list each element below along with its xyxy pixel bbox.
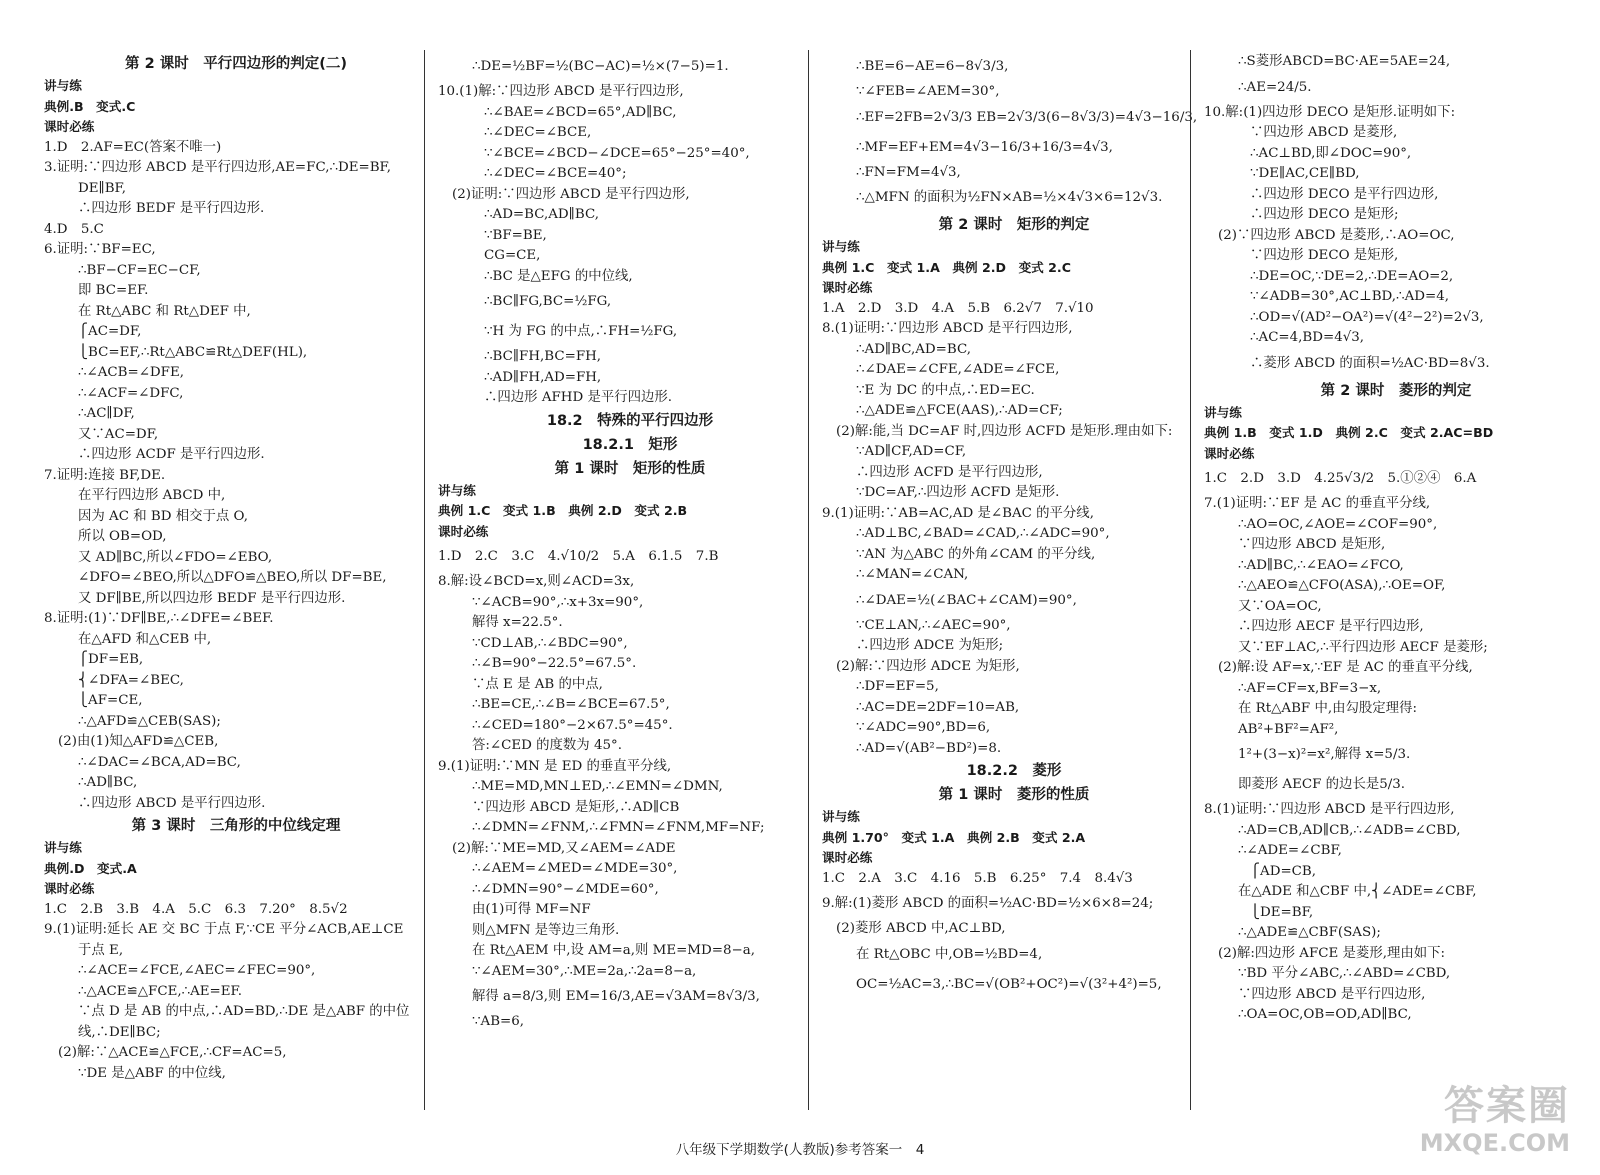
- answer-line: ∵四边形 DECO 是矩形,: [1250, 248, 1399, 263]
- answer-line: OC=½AC=3,∴BC=√(OB²+OC²)=√(3²+4²)=5,: [856, 976, 1162, 992]
- watermark-logo: [1370, 1083, 1570, 1161]
- section-heading: 18.2.2 菱形: [966, 763, 1062, 779]
- answer-line: ∴AC⊥BD,即∠DOC=90°,: [1250, 145, 1412, 161]
- answer-line: ∴AD∥BC,: [78, 775, 138, 790]
- answer-line: ∴AD=BC,AD∥BC,: [484, 207, 599, 222]
- answer-line: ∴△ACE≌△FCE,∴AE=EF.: [78, 983, 243, 999]
- answer-line: ∴BE=6−AE=6−8√3/3,: [856, 59, 1009, 74]
- answer-line: ∵∠ADB=30°,AC⊥BD,∴AD=4,: [1250, 289, 1449, 304]
- answer-line: (2)解:四边形 AFCE 是菱形,理由如下:: [1218, 945, 1446, 961]
- answer-line: ⎧AD=CB,: [1250, 863, 1317, 879]
- answer-line: 10.解:(1)四边形 DECO 是矩形.证明如下:: [1204, 104, 1456, 120]
- answer-line: ∵四边形 ABCD 是菱形,: [1250, 125, 1398, 140]
- answer-line: ∴∠ACE=∠FCE,∠AEC=∠FEC=90°,: [78, 963, 316, 978]
- answer-line: 9.(1)证明:延长 AE 交 BC 于点 F,∵CE 平分∠ACB,AE⊥CE: [44, 922, 404, 937]
- answer-line: 8.解:设∠BCD=x,则∠ACD=3x,: [438, 574, 635, 589]
- answer-line: ∴DE=½BF=½(BC−AC)=½×(7−5)=1.: [472, 59, 729, 74]
- answer-line: 典例 1.B 变式 1.D 典例 2.C 变式 2.AC=BD: [1204, 425, 1494, 440]
- answer-line: 讲与练: [438, 482, 476, 498]
- answer-line: ∴AC∥DF,: [78, 406, 135, 421]
- answer-line: 课时必练: [822, 280, 873, 295]
- answer-line: ∵CD⊥AB,∴∠BDC=90°,: [472, 635, 628, 651]
- section-heading: 第 2 课时 菱形的判定: [1320, 382, 1472, 399]
- answer-line: 典例.B 变式.C: [44, 98, 136, 114]
- answer-line: 7.证明:连接 BF,DE.: [44, 467, 166, 483]
- answer-line: ∵四边形 ABCD 是平行四边形,: [1238, 986, 1426, 1002]
- answer-line: ∵∠ADC=90°,BD=6,: [856, 720, 991, 735]
- section-heading: 18.2.1 矩形: [582, 436, 678, 453]
- answer-line: ∴EF=2FB=2√3/3 EB=2√3/3(6−8√3/3)=4√3−16/3,: [856, 109, 1198, 125]
- answer-line: 又∵EF⊥AC,∴平行四边形 AECF 是菱形;: [1238, 639, 1488, 655]
- answer-line: 讲与练: [822, 239, 860, 254]
- answer-line: ∵∠AEM=30°,∴ME=2a,∴2a=8−a,: [472, 963, 697, 979]
- answer-line: 课时必练: [44, 881, 95, 896]
- answer-line: 即 BC=EF.: [78, 283, 149, 298]
- answer-line: ∴△ADE≌△CBF(SAS);: [1238, 925, 1381, 940]
- answer-line: 在 Rt△OBC 中,OB=½BD=4,: [856, 946, 1043, 962]
- answer-line: ⎩AF=CE,: [78, 693, 143, 708]
- answer-line: ∴四边形 AECF 是平行四边形,: [1238, 619, 1424, 634]
- answer-line: ∴AC=4,BD=4√3,: [1250, 330, 1365, 345]
- answer-line: ∴四边形 ACFD 是平行四边形,: [856, 464, 1043, 480]
- answer-line: ∴△ADE≌△FCE(AAS),∴AD=CF;: [856, 403, 1063, 418]
- answer-line: ∵CE⊥AN,∴∠AEC=90°,: [856, 617, 1011, 633]
- answer-line: ∵H 为 FG 的中点,∴FH=½FG,: [484, 324, 678, 339]
- answer-line: ∴△AEO≌△CFO(ASA),∴OE=OF,: [1238, 578, 1446, 593]
- answer-line: ∴∠DAE=½(∠BAC+∠CAM)=90°,: [856, 592, 1077, 608]
- answer-line: 课时必练: [438, 523, 489, 539]
- answer-line: 于点 E,: [78, 942, 124, 958]
- answer-line: ∴BC 是△EFG 的中位线,: [484, 268, 633, 284]
- answer-line: ∵AN 为△ABC 的外角∠CAM 的平分线,: [856, 546, 1096, 562]
- answer-line: (2)解:设 AF=x,∵EF 是 AC 的垂直平分线,: [1218, 660, 1473, 675]
- answer-line: ∵BD 平分∠ABC,∴∠ABD=∠CBD,: [1238, 966, 1451, 981]
- answer-line: ∴∠DAC=∠BCA,AD=BC,: [78, 754, 241, 770]
- answer-line: 解得 x=22.5°.: [472, 615, 563, 630]
- answer-line: ∴∠B=90°−22.5°=67.5°.: [472, 656, 637, 671]
- answer-line: 8.(1)证明:∵四边形 ABCD 是平行四边形,: [822, 321, 1073, 336]
- answer-line: 典例 1.C 变式 1.A 典例 2.D 变式 2.C: [822, 259, 1071, 275]
- answer-line: ∴DF=EF=5,: [856, 679, 939, 694]
- column-divider: [808, 50, 809, 1110]
- answer-line: ∴∠DMN=90°−∠MDE=60°,: [472, 881, 659, 897]
- answer-line: 1.D 2.C 3.C 4.√10/2 5.A 6.1.5 7.B: [438, 549, 719, 564]
- answer-line: ∴四边形 DECO 是平行四边形,: [1250, 186, 1439, 202]
- answer-line: 1²+(3−x)²=x²,解得 x=5/3.: [1238, 747, 1411, 762]
- answer-line: ∴AD=CB,AD∥CB,∴∠ADB=∠CBD,: [1238, 822, 1461, 838]
- answer-line: CG=CE,: [484, 248, 541, 263]
- column-3: [822, 52, 1206, 1132]
- answer-line: ∴△MFN 的面积为½FN×AB=½×4√3×6=12√3.: [856, 190, 1163, 205]
- answer-line: AB²+BF²=AF²,: [1238, 721, 1339, 737]
- column-1: [44, 52, 428, 1132]
- answer-line: ∵BF=BE,: [484, 227, 547, 243]
- answer-line: ∴∠BAE=∠BCD=65°,AD∥BC,: [484, 104, 677, 120]
- answer-line: ∴四边形 ACDF 是平行四边形.: [78, 447, 265, 462]
- answer-line: ∴∠ACF=∠DFC,: [78, 385, 184, 401]
- watermark-url: MXQE.COM: [1419, 1129, 1570, 1157]
- answer-line: 又 DF∥BE,所以四边形 BEDF 是平行四边形.: [78, 590, 346, 606]
- answer-line: ∴AD∥FH,AD=FH,: [484, 369, 602, 385]
- answer-line: ∴AD∥BC,AD=BC,: [856, 341, 971, 357]
- answer-line: ∴AO=OC,∠AOE=∠COF=90°,: [1238, 516, 1438, 532]
- section-heading: 第 3 课时 三角形的中位线定理: [131, 818, 341, 834]
- answer-line: ⎩BC=EF,∴Rt△ABC≌Rt△DEF(HL),: [78, 344, 308, 360]
- answer-line: ∴BC∥FG,BC=½FG,: [484, 294, 612, 309]
- answer-line: ∵点 E 是 AB 的中点,: [472, 676, 603, 692]
- watermark-title: 答案圈: [1444, 1083, 1570, 1129]
- answer-line: 1.D 2.AF=EC(答案不唯一): [44, 139, 222, 155]
- answer-line: ∵∠ACB=90°,∴x+3x=90°,: [472, 594, 644, 610]
- answer-line: ∴∠CED=180°−2×67.5°=45°.: [472, 717, 673, 733]
- answer-line: ∴S菱形ABCD=BC·AE=5AE=24,: [1238, 54, 1451, 69]
- answer-line: ∵点 D 是 AB 的中点,∴AD=BD,∴DE 是△ABF 的中位: [78, 1004, 410, 1019]
- answer-line: 1.C 2.B 3.B 4.A 5.C 6.3 7.20° 8.5√2: [44, 901, 348, 917]
- answer-line: ⎩DE=BF,: [1250, 904, 1314, 920]
- answer-line: ∴∠MAN=∠CAN,: [856, 567, 969, 582]
- answer-line: 8.证明:(1)∵DF∥BE,∴∠DFE=∠BEF.: [44, 611, 274, 626]
- answer-line: 因为 AC 和 BD 相交于点 O,: [78, 508, 248, 524]
- answer-line: 课时必练: [44, 119, 95, 134]
- answer-line: ∴OD=√(AD²−OA²)=√(4²−2²)=2√3,: [1250, 309, 1484, 325]
- answer-line: 又∵OA=OC,: [1238, 598, 1322, 614]
- answer-line: 线,∴DE∥BC;: [78, 1024, 161, 1040]
- column-4: [1204, 52, 1588, 1132]
- answer-line: 即菱形 AECF 的边长是5/3.: [1238, 777, 1406, 792]
- answer-line: ∴ME=MD,MN⊥ED,∴∠EMN=∠DMN,: [472, 779, 723, 794]
- answer-line: 所以 OB=OD,: [78, 529, 167, 544]
- answer-line: 4.D 5.C: [44, 221, 104, 237]
- answer-line: 在△ADE 和△CBF 中,⎨∠ADE=∠CBF,: [1238, 884, 1477, 899]
- section-heading: 第 1 课时 菱形的性质: [938, 787, 1090, 803]
- answer-line: (2)由(1)知△AFD≌△CEB,: [58, 734, 219, 749]
- answer-line: ∴AC=DE=2DF=10=AB,: [856, 699, 1020, 715]
- answer-line: ∴AF=CF=x,BF=3−x,: [1238, 680, 1382, 696]
- answer-line: ∴菱形 ABCD 的面积=½AC·BD=8√3.: [1250, 355, 1490, 371]
- answer-line: 答:∠CED 的度数为 45°.: [472, 738, 622, 753]
- answer-line: (2)解:∵△ACE≌△FCE,∴CF=AC=5,: [58, 1045, 287, 1060]
- answer-line: ∵四边形 ABCD 是矩形,∴AD∥CB: [472, 799, 680, 815]
- answer-line: ∴AD=√(AB²−BD²)=8.: [856, 740, 1002, 756]
- column-divider: [424, 50, 425, 1110]
- answer-line: 又∵AC=DF,: [78, 426, 159, 442]
- answer-line: ⎧AC=DF,: [78, 324, 142, 339]
- section-heading: 第 2 课时 平行四边形的判定(二): [125, 56, 347, 72]
- answer-line: ∴四边形 ADCE 为矩形;: [856, 638, 1004, 653]
- answer-line: 1.C 2.A 3.C 4.16 5.B 6.25° 7.4 8.4√3: [822, 870, 1133, 886]
- answer-line: ∴四边形 DECO 是矩形;: [1250, 207, 1399, 222]
- answer-line: 典例.D 变式.A: [44, 860, 137, 876]
- column-divider: [1190, 50, 1191, 1110]
- answer-line: ∴BC∥FH,BC=FH,: [484, 349, 602, 364]
- answer-line: (2)解:∵ME=MD,又∠AEM=∠ADE: [452, 840, 676, 856]
- answer-line: ∴FN=FM=4√3,: [856, 164, 961, 180]
- answer-line: ∴AD∥BC,∴∠EAO=∠FCO,: [1238, 557, 1404, 573]
- answer-line: ∴AE=24/5.: [1238, 79, 1312, 95]
- answer-line: ⎨∠DFA=∠BEC,: [78, 672, 184, 688]
- answer-line: ∴∠ACB=∠DFE,: [78, 365, 184, 380]
- answer-line: ∴DE=OC,∵DE=2,∴DE=AO=2,: [1250, 268, 1454, 284]
- answer-line: ∴∠DAE=∠CFE,∠ADE=∠FCE,: [856, 362, 1060, 377]
- answer-line: ∵∠FEB=∠AEM=30°,: [856, 84, 1000, 99]
- column-2: [438, 52, 822, 1132]
- answer-line: 在△AFD 和△CEB 中,: [78, 631, 212, 647]
- answer-line: ∴BF−CF=EC−CF,: [78, 262, 201, 278]
- answer-line: 解得 a=8/3,则 EM=16/3,AE=√3AM=8√3/3,: [472, 989, 760, 1004]
- answer-line: 讲与练: [44, 78, 82, 93]
- answer-line: ∴四边形 BEDF 是平行四边形.: [78, 201, 265, 216]
- answer-line: ∴四边形 ABCD 是平行四边形.: [78, 795, 266, 811]
- answer-line: 课时必练: [822, 850, 873, 865]
- answer-line: 由(1)可得 MF=NF: [472, 902, 591, 917]
- answer-line: ∵DE∥AC,CE∥BD,: [1250, 166, 1360, 181]
- answer-line: ∴四边形 AFHD 是平行四边形.: [484, 390, 673, 405]
- answer-line: ∵E 为 DC 的中点,∴ED=EC.: [856, 382, 1035, 398]
- answer-line: 1.C 2.D 3.D 4.25√3/2 5.①②④ 6.A: [1204, 471, 1477, 486]
- answer-line: 1.A 2.D 3.D 4.A 5.B 6.2√7 7.√10: [822, 300, 1094, 316]
- answer-line: 又 AD∥BC,所以∠FDO=∠EBO,: [78, 549, 273, 565]
- answer-line: ∴MF=EF+EM=4√3−16/3+16/3=4√3,: [856, 139, 1113, 155]
- answer-line: ⎧DF=EB,: [78, 652, 144, 667]
- answer-line: 典例 1.70° 变式 1.A 典例 2.B 变式 2.A: [822, 829, 1086, 845]
- answer-line: ∵DC=AF,∴四边形 ACFD 是矩形.: [856, 485, 1060, 500]
- answer-line: (2)解:能,当 DC=AF 时,四边形 ACFD 是矩形.理由如下:: [836, 423, 1173, 439]
- answer-line: 在 Rt△AEM 中,设 AM=a,则 ME=MD=8−a,: [472, 943, 755, 958]
- answer-line: ∴∠ADE=∠CBF,: [1238, 843, 1342, 858]
- answer-line: ∵AD∥CF,AD=CF,: [856, 444, 967, 459]
- answer-line: ∴∠DEC=∠BCE,: [484, 125, 592, 140]
- answer-line: (2)菱形 ABCD 中,AC⊥BD,: [836, 921, 1006, 936]
- answer-line: ∴∠AEM=∠MED=∠MDE=30°,: [472, 861, 678, 876]
- answer-line: 9.解:(1)菱形 ABCD 的面积=½AC·BD=½×6×8=24;: [822, 896, 1154, 911]
- answer-line: 典例 1.C 变式 1.B 典例 2.D 变式 2.B: [438, 503, 688, 518]
- answer-line: (2)解:∵四边形 ADCE 为矩形,: [836, 658, 1020, 674]
- section-heading: 第 2 课时 矩形的判定: [938, 217, 1090, 233]
- answer-line: ∴∠DEC=∠BCE=40°;: [484, 166, 627, 181]
- answer-line: 讲与练: [822, 809, 860, 824]
- answer-line: 9.(1)证明:∵MN 是 ED 的垂直平分线,: [438, 758, 672, 774]
- answer-line: 10.(1)解:∵四边形 ABCD 是平行四边形,: [438, 84, 684, 99]
- answer-line: 在 Rt△ABC 和 Rt△DEF 中,: [78, 303, 251, 319]
- answer-line: 9.(1)证明:∵AB=AC,AD 是∠BAC 的平分线,: [822, 505, 1094, 521]
- answer-line: (2)∵四边形 ABCD 是菱形,∴AO=OC,: [1218, 227, 1455, 243]
- answer-line: (2)证明:∵四边形 ABCD 是平行四边形,: [452, 186, 690, 202]
- answer-line: 3.证明:∵四边形 ABCD 是平行四边形,AE=FC,∴DE=BF,: [44, 160, 392, 175]
- answer-line: 7.(1)证明:∵EF 是 AC 的垂直平分线,: [1204, 496, 1431, 511]
- answer-line: ∵∠BCE=∠BCD−∠DCE=65°−25°=40°,: [484, 145, 750, 161]
- answer-line: 讲与练: [44, 840, 82, 855]
- answer-line: 则△MFN 是等边三角形.: [472, 922, 620, 938]
- answer-line: ∴AD⊥BC,∠BAD=∠CAD,∴∠ADC=90°,: [856, 526, 1110, 541]
- answer-line: 8.(1)证明:∵四边形 ABCD 是平行四边形,: [1204, 802, 1455, 817]
- answer-line: ∴△AFD≌△CEB(SAS);: [78, 713, 221, 729]
- answer-line: ∵四边形 ABCD 是矩形,: [1238, 537, 1386, 552]
- answer-line: 课时必练: [1204, 445, 1255, 461]
- answer-line: DE∥BF,: [78, 180, 126, 196]
- page-footer: 八年级下学期数学(人教版)参考答案一 4: [675, 1142, 925, 1158]
- answer-line: ∵AB=6,: [472, 1014, 525, 1029]
- answer-line: 在 Rt△ABF 中,由勾股定理得:: [1238, 701, 1417, 716]
- answer-line: ∴OA=OC,OB=OD,AD∥BC,: [1238, 1007, 1412, 1022]
- answer-line: ∵DE 是△ABF 的中位线,: [78, 1065, 226, 1081]
- answer-line: 在平行四边形 ABCD 中,: [78, 488, 226, 503]
- section-heading: 第 1 课时 矩形的性质: [554, 460, 706, 477]
- answer-line: ∴∠DMN=∠FNM,∴∠FMN=∠FNM,MF=NF;: [472, 820, 765, 835]
- answer-line: 6.证明:∵BF=EC,: [44, 242, 156, 257]
- section-heading: 18.2 特殊的平行四边形: [546, 412, 714, 429]
- answer-line: ∠DFO=∠BEO,所以△DFO≌△BEO,所以 DF=BE,: [78, 570, 387, 585]
- answer-line: ∴BE=CE,∴∠B=∠BCE=67.5°,: [472, 697, 670, 712]
- answer-line: 讲与练: [1204, 404, 1242, 420]
